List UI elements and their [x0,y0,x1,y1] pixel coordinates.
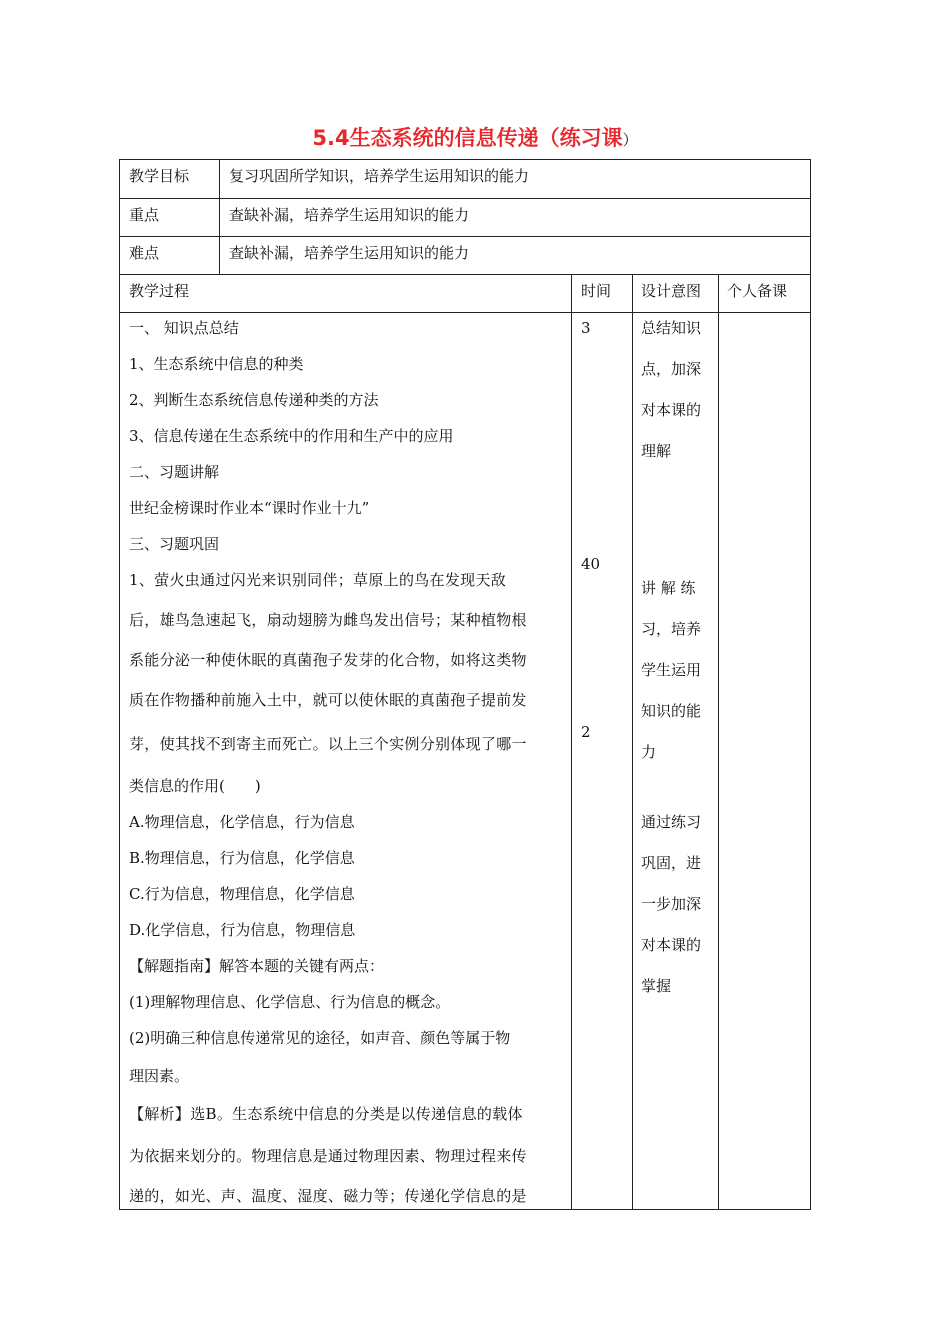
process-line: 世纪金榜课时作业本“课时作业十九” [129,499,370,517]
process-line: 3、信息传递在生态系统中的作用和生产中的应用 [129,427,454,445]
option-b: B.物理信息，行为信息，化学信息 [129,849,355,867]
design-line: 通过练习 [641,813,702,831]
design-line: 对本课的 [641,401,702,419]
design-line: 掌握 [641,977,672,995]
process-line: 一、 知识点总结 [129,319,239,337]
process-line: 为依据来划分的。物理信息是通过物理因素、物理过程来传 [129,1147,527,1165]
time-value: 3 [581,319,591,337]
goal-label: 教学目标 [129,167,190,185]
process-line: 类信息的作用( ) [129,777,261,795]
time-value: 2 [581,723,591,741]
design-line: 理解 [641,442,672,460]
process-line: 理因素。 [129,1067,190,1085]
process-line: 1、生态系统中信息的种类 [129,355,304,373]
process-line: 递的，如光、声、温度、湿度、磁力等；传递化学信息的是 [129,1187,527,1205]
difficult-point-text: 查缺补漏，培养学生运用知识的能力 [229,244,470,262]
process-line: 芽，使其找不到寄主而死亡。以上三个实例分别体现了哪一 [129,735,527,753]
page-title: 5.4生态系统的信息传递（练习课） [312,126,638,150]
design-line: 一步加深 [641,895,702,913]
process-line: 系能分泌一种使休眠的真菌孢子发芽的化合物，如将这类物 [129,651,527,669]
header-personal: 个人备课 [727,282,788,300]
process-line: 1、萤火虫通过闪光来识别同伴；草原上的鸟在发现天敌 [129,571,507,589]
design-line: 讲 解 练 [641,579,696,597]
process-line: 质在作物播种前施入土中，就可以使休眠的真菌孢子提前发 [129,691,527,709]
header-time: 时间 [581,282,612,300]
design-line: 巩固，进 [641,854,702,872]
design-line: 总结知识 [641,319,702,337]
time-value: 40 [581,555,601,573]
design-line: 知识的能 [641,702,702,720]
design-line: 对本课的 [641,936,702,954]
design-line: 点，加深 [641,360,702,378]
goal-text: 复习巩固所学知识，培养学生运用知识的能力 [229,167,530,185]
key-point-label: 重点 [129,206,160,224]
design-line: 习，培养 [641,620,702,638]
option-a: A.物理信息，化学信息，行为信息 [129,813,355,831]
design-line: 力 [641,743,657,761]
process-line: 2、判断生态系统信息传递种类的方法 [129,391,379,409]
process-line: (1)理解物理信息、化学信息、行为信息的概念。 [129,993,451,1011]
process-line: 二、习题讲解 [129,463,220,481]
difficult-point-label: 难点 [129,244,160,262]
header-design: 设计意图 [641,282,702,300]
process-line: 【解析】选B。生态系统中信息的分类是以传递信息的载体 [129,1105,523,1123]
option-c: C.行为信息，物理信息，化学信息 [129,885,355,903]
process-line: 三、习题巩固 [129,535,220,553]
header-process: 教学过程 [129,282,190,300]
option-d: D.化学信息，行为信息，物理信息 [129,921,356,939]
process-line: 后，雄鸟急速起飞，扇动翅膀为雌鸟发出信号；某种植物根 [129,611,527,629]
design-line: 学生运用 [641,661,702,679]
process-line: 【解题指南】解答本题的关键有两点： [129,957,385,975]
process-line: (2)明确三种信息传递常见的途径，如声音、颜色等属于物 [129,1029,511,1047]
key-point-text: 查缺补漏，培养学生运用知识的能力 [229,206,470,224]
